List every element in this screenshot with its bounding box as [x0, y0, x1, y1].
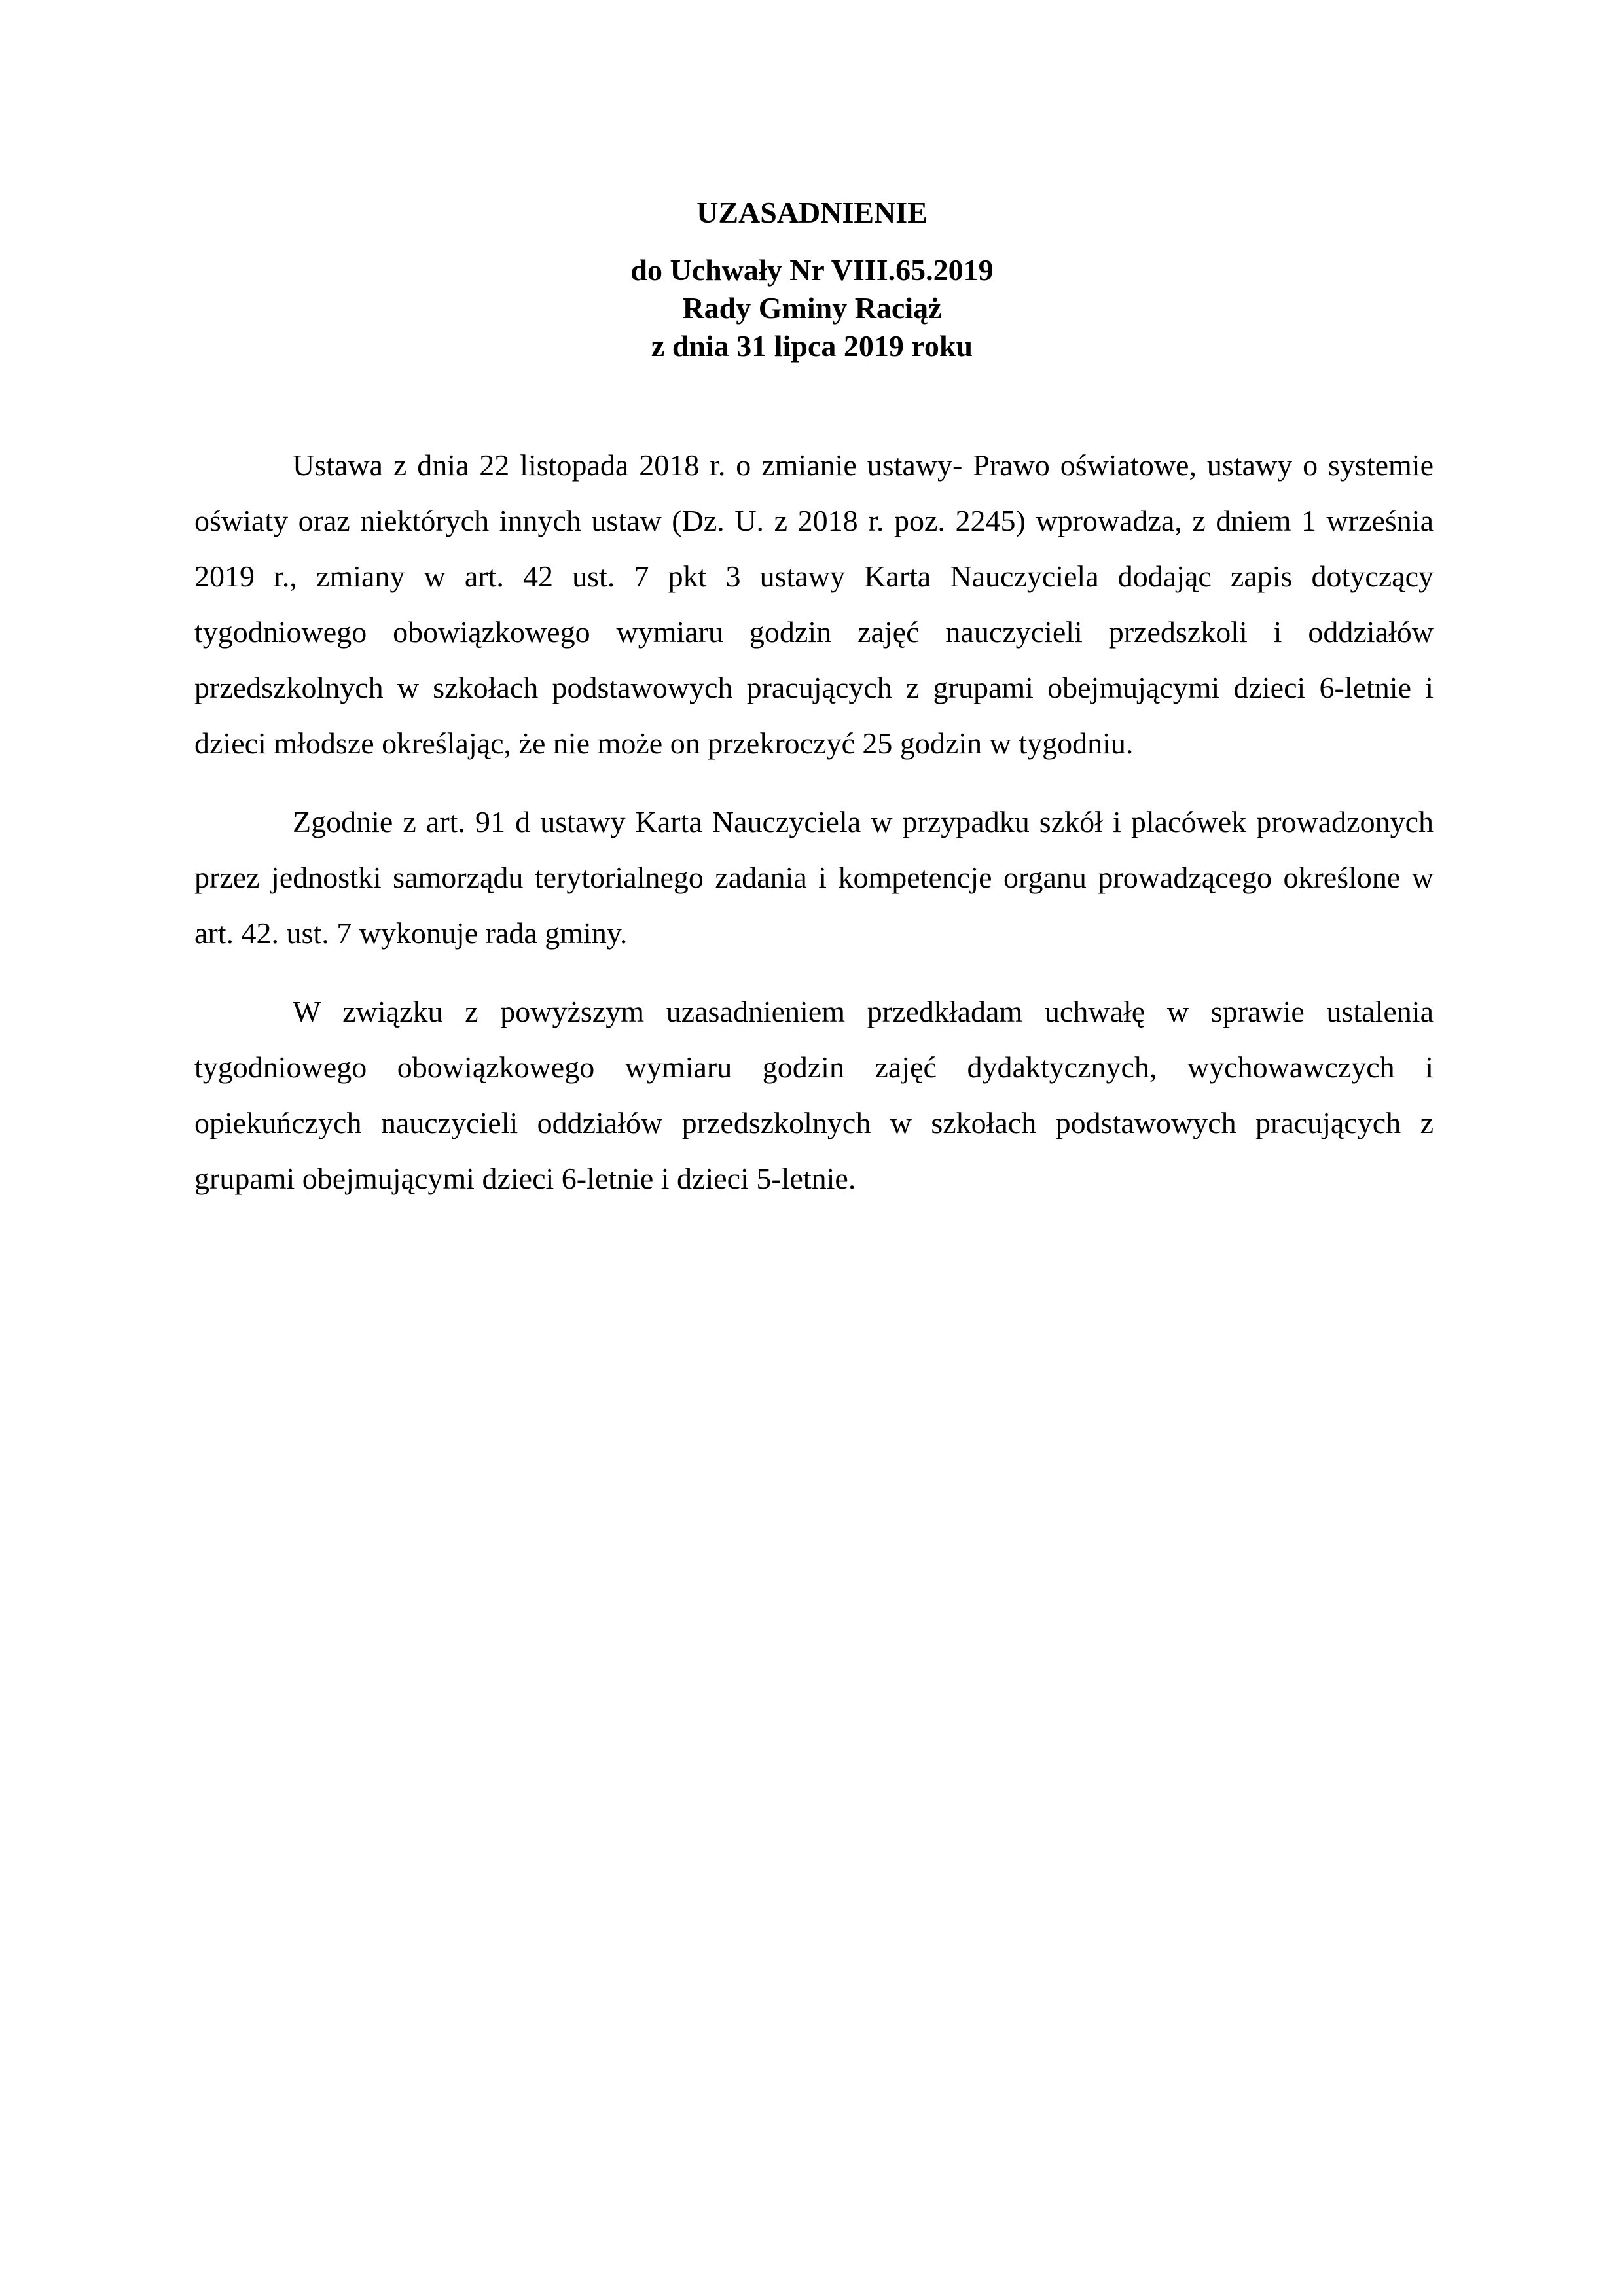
title-line: UZASADNIENIE	[696, 196, 928, 229]
resolution-date: z dnia 31 lipca 2019 roku	[651, 329, 973, 363]
justification-body	[194, 437, 1434, 1229]
paragraph-legal-change: Ustawa z dnia 22 listopada 2018 r. o zmianie ustawy- Prawo oświatowe, ustawy o systemie oświaty oraz niektórych innych ustaw (Dz. U. z 2018 r. poz. 2245) wprowadza, z dniem 1 września 2019 r., zmiany w art. 42 ust. 7 pkt 3 ustawy Karta Nauczyciela dodając zapis dotyczący tygodniowego obowiązkowego wymiaru godzin zajęć nauczycieli przedszkoli i oddziałów przedszkolnych w szkołach podstawowych pracujących z grupami obejmującymi dzieci 6-letnie i dzieci młodsze określając, że nie może on przekroczyć 25 godzin w tygodniu.	[194, 448, 1434, 760]
paragraph-competence: Zgodnie z art. 91 d ustawy Karta Nauczyciela w przypadku szkół i placówek prowadzonych przez jednostki samorządu terytorialnego zadania i kompetencje organu prowadzącego określone w art. 42. ust. 7 wykonuje rada gminy.	[194, 805, 1434, 950]
resolution-reference	[0, 251, 1624, 365]
council-name: Rady Gminy Raciąż	[682, 291, 942, 325]
document-title	[0, 194, 1624, 232]
resolution-number: do Uchwały Nr VIII.65.2019	[630, 253, 994, 287]
paragraph-conclusion: W związku z powyższym uzasadnieniem przedkładam uchwałę w sprawie ustalenia tygodniowego obowiązkowego wymiaru godzin zajęć dydaktycznych, wychowawczych i opiekuńczych nauczycieli oddziałów przedszkolnych w szkołach podstawowych pracujących z grupami obejmującymi dzieci 6-letnie i dzieci 5-letnie.	[194, 995, 1434, 1195]
